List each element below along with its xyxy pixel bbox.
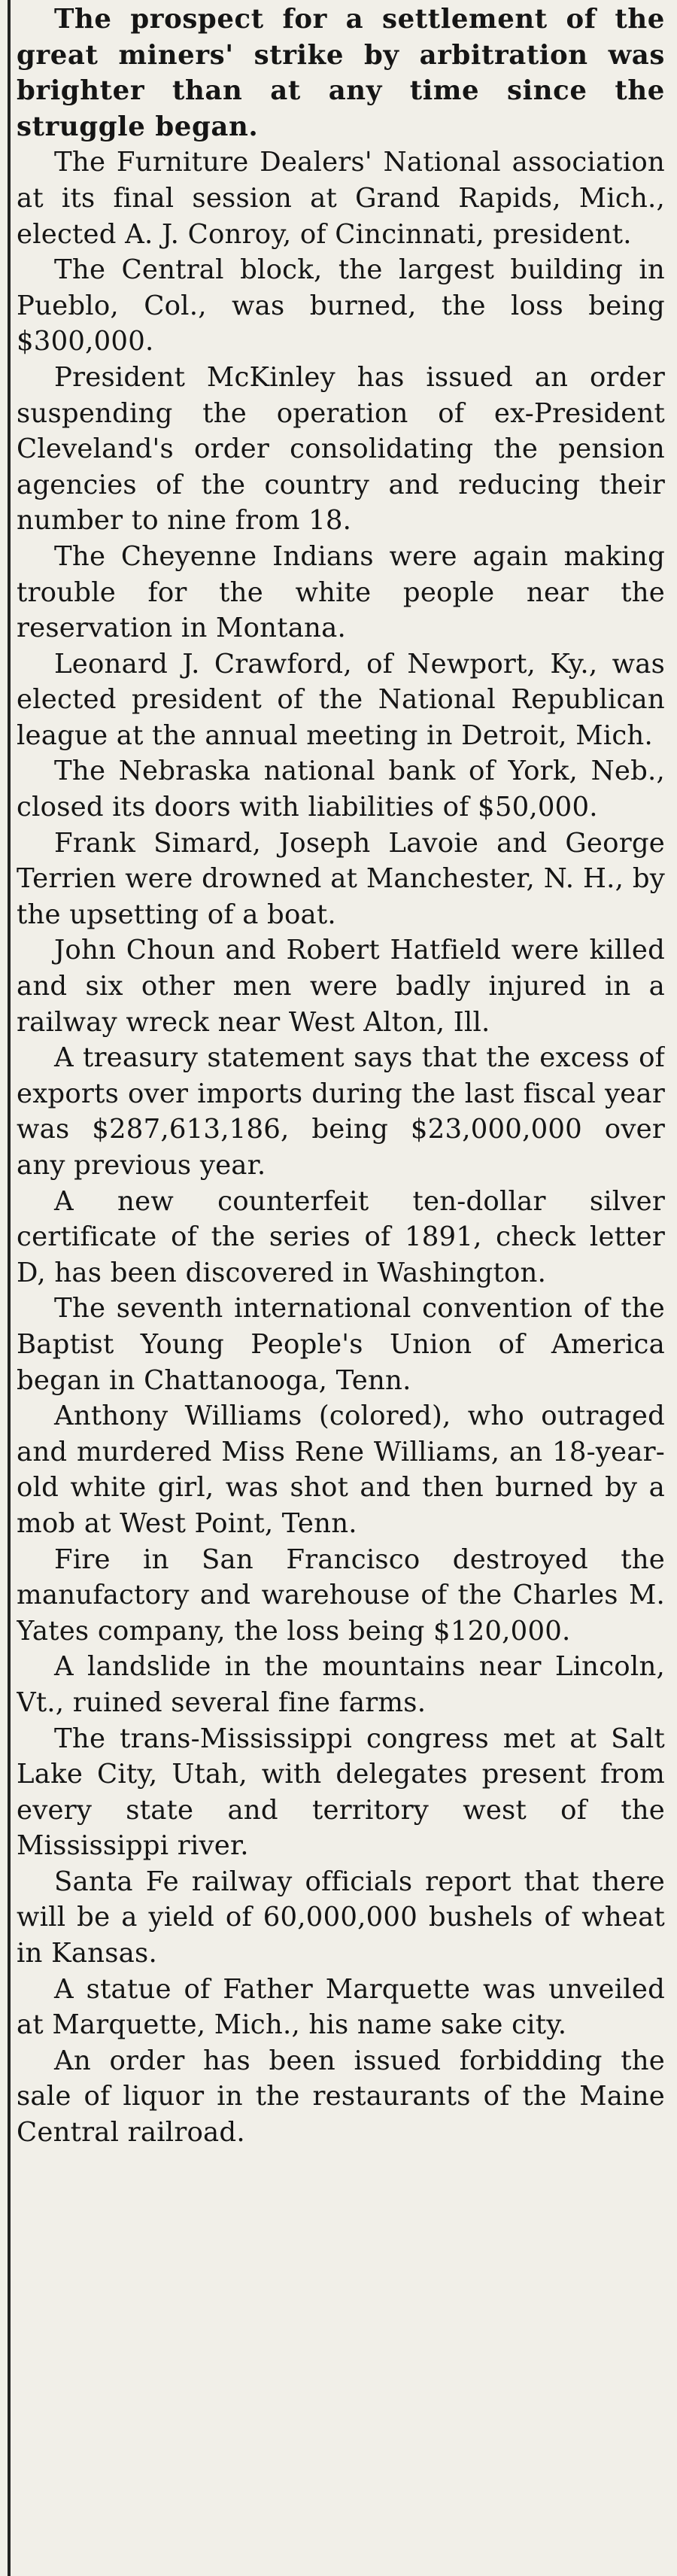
- news-item: President McKinley has issued an order suspending the operation of ex-President Cleveland's order consolidating the pension agencies of the country and reducing their number to nine from 18.: [17, 361, 665, 537]
- news-item: Leonard J. Crawford, of Newport, Ky., was elected president of the National Republican league at the annual meeting in Detroit, Mich.: [17, 648, 665, 751]
- news-item: John Choun and Robert Hatfield were killed and six other men were badly injured in a railway wreck near West Alton, Ill.: [17, 935, 665, 1038]
- news-item: Fire in San Francisco destroyed the manufactory and warehouse of the Charles M. Yates company, the loss being $120,000.: [17, 1543, 665, 1647]
- news-item: The seventh international convention of the Baptist Young People's Union of America began in Chattanooga, Tenn.: [17, 1293, 665, 1396]
- news-item: Frank Simard, Joseph Lavoie and George Terrien were drowned at Manchester, N. H., by the upsetting of a boat.: [17, 827, 665, 930]
- news-item: An order has been issued forbidding the sale of liquor in the restaurants of the Maine Central railroad.: [17, 2045, 665, 2149]
- news-item: A statue of Father Marquette was unveiled at Marquette, Mich., his name sake city.: [17, 1973, 665, 2041]
- news-item: The prospect for a settlement of the great miners' strike by arbitration was brighter than at any time since the struggle began.: [17, 4, 665, 142]
- news-column: [17, 2, 665, 2574]
- news-item: A new counterfeit ten-dollar silver certificate of the series of 1891, check letter D, has been discovered in Washington.: [17, 1185, 665, 1288]
- news-item: Anthony Williams (colored), who outraged and murdered Miss Rene Williams, an 18-year-old white girl, was shot and then burned by a mob at West Point, Tenn.: [17, 1401, 665, 1539]
- news-item: The Furniture Dealers' National association at its final session at Grand Rapids, Mich., elected A. J. Conroy, of Cincinnati, president.: [17, 147, 665, 250]
- news-item: A landslide in the mountains near Lincoln, Vt., ruined several fine farms.: [17, 1651, 665, 1718]
- news-item: The Central block, the largest building in Pueblo, Col., was burned, the loss being $300,000.: [17, 254, 665, 357]
- news-item: The Cheyenne Indians were again making trouble for the white people near the reservation in Montana.: [17, 540, 665, 644]
- column-rule: [8, 0, 11, 2576]
- news-item: Santa Fe railway officials report that there will be a yield of 60,000,000 bushels of wheat in Kansas.: [17, 1866, 665, 1969]
- news-item: A treasury statement says that the excess of exports over imports during the last fiscal year was $287,613,186, being $23,000,000 over any previous year.: [17, 1042, 665, 1181]
- news-item: The trans-Mississippi congress met at Salt Lake City, Utah, with delegates present from every state and territory west of the Mississippi river.: [17, 1723, 665, 1862]
- news-item: The Nebraska national bank of York, Neb., closed its doors with liabilities of $50,000.: [17, 756, 665, 823]
